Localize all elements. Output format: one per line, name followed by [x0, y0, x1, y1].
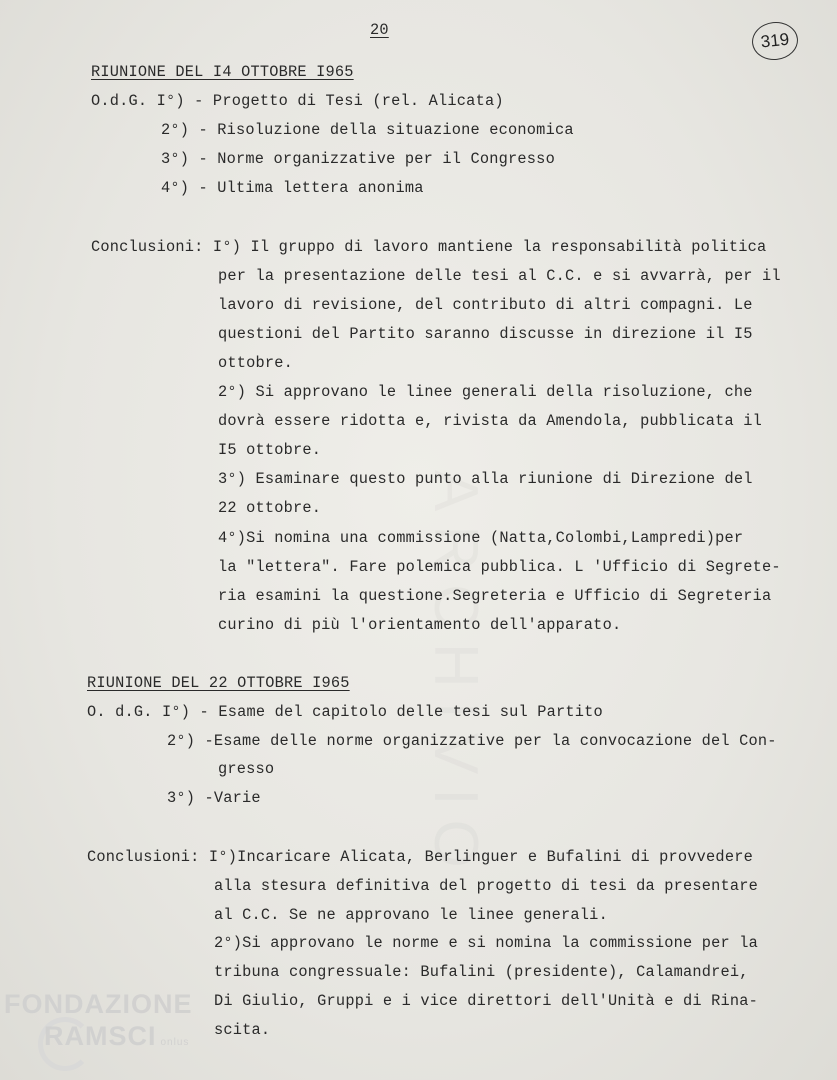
meeting-2-conclusions-line: tribuna congressuale: Bufalini (presidente), Calamandrei, [214, 963, 749, 981]
meeting-1-agenda-item: 2°) - Risoluzione della situazione economica [161, 121, 574, 139]
meeting-2-agenda-item: gresso [218, 760, 275, 778]
watermark-line-1: FONDAZIONE [4, 989, 193, 1019]
meeting-1-conclusions-line: dovrà essere ridotta e, rivista da Amendola, pubblicata il [218, 412, 763, 430]
watermark-line-2 [4, 1020, 193, 1059]
meeting-1-conclusions-line: questioni del Partito saranno discusse in direzione il I5 [218, 325, 753, 343]
meeting-2-conclusions-line: Di Giulio, Gruppi e i vice direttori dell'Unità e di Rina- [214, 992, 759, 1010]
meeting-1-conclusions-line: per la presentazione delle tesi al C.C. e si avvarrà, per il [218, 267, 781, 285]
background-bleed-through: ARCHIVIO [421, 470, 490, 882]
page-number: 20 [370, 21, 389, 39]
meeting-2-agenda-item: 3°) -Varie [167, 789, 261, 807]
watermark-line-2-text: RAMSCI [44, 1021, 157, 1051]
meeting-1-conclusions-line: la "lettera". Fare polemica pubblica. L 'Ufficio di Segrete- [218, 558, 781, 576]
meeting-1-conclusions-line: lavoro di revisione, del contributo di altri compagni. Le [218, 296, 753, 314]
meeting-1-title: RIUNIONE DEL I4 OTTOBRE I965 [91, 63, 354, 81]
meeting-2-conclusions-line: scita. [214, 1021, 271, 1039]
meeting-2-agenda-item: O. d.G. I°) - Esame del capitolo delle tesi sul Partito [87, 703, 603, 721]
meeting-1-agenda-item: O.d.G. I°) - Progetto di Tesi (rel. Alicata) [91, 92, 504, 110]
meeting-1-conclusions-line: Conclusioni: I°) Il gruppo di lavoro mantiene la responsabilità politica [91, 238, 767, 256]
meeting-1-conclusions-line: 22 ottobre. [218, 499, 322, 517]
meeting-1-conclusions-line: 3°) Esaminare questo punto alla riunione di Direzione del [218, 470, 753, 488]
meeting-1-conclusions-line: I5 ottobre. [218, 441, 322, 459]
meeting-1-conclusions-line: curino di più l'orientamento dell'apparato. [218, 616, 622, 634]
watermark-suffix: onlus [160, 1037, 190, 1048]
meeting-1-conclusions-line: ottobre. [218, 354, 294, 372]
meeting-2-title: RIUNIONE DEL 22 OTTOBRE I965 [87, 674, 350, 692]
meeting-2-conclusions-line: alla stesura definitiva del progetto di tesi da presentare [214, 877, 759, 895]
meeting-2-conclusions-line: al C.C. Se ne approvano le linee generali. [214, 906, 608, 924]
watermark-logo [4, 988, 193, 1059]
meeting-1-conclusions-line: ria esamini la questione.Segreteria e Ufficio di Segreteria [218, 587, 772, 605]
meeting-2-agenda-item: 2°) -Esame delle norme organizzative per la convocazione del Con- [167, 732, 777, 750]
meeting-1-conclusions-line: 2°) Si approvano le linee generali della risoluzione, che [218, 383, 753, 401]
meeting-1-conclusions-line: 4°)Si nomina una commissione (Natta,Colombi,Lampredi)per [218, 529, 744, 547]
archive-stamp-number: 319 [750, 20, 800, 63]
meeting-1-agenda-item: 4°) - Ultima lettera anonima [161, 179, 424, 197]
meeting-2-conclusions-line: 2°)Si approvano le norme e si nomina la commissione per la [214, 934, 759, 952]
meeting-2-conclusions-line: Conclusioni: I°)Incaricare Alicata, Berlinguer e Bufalini di provvedere [87, 848, 753, 866]
meeting-1-agenda-item: 3°) - Norme organizzative per il Congresso [161, 150, 555, 168]
